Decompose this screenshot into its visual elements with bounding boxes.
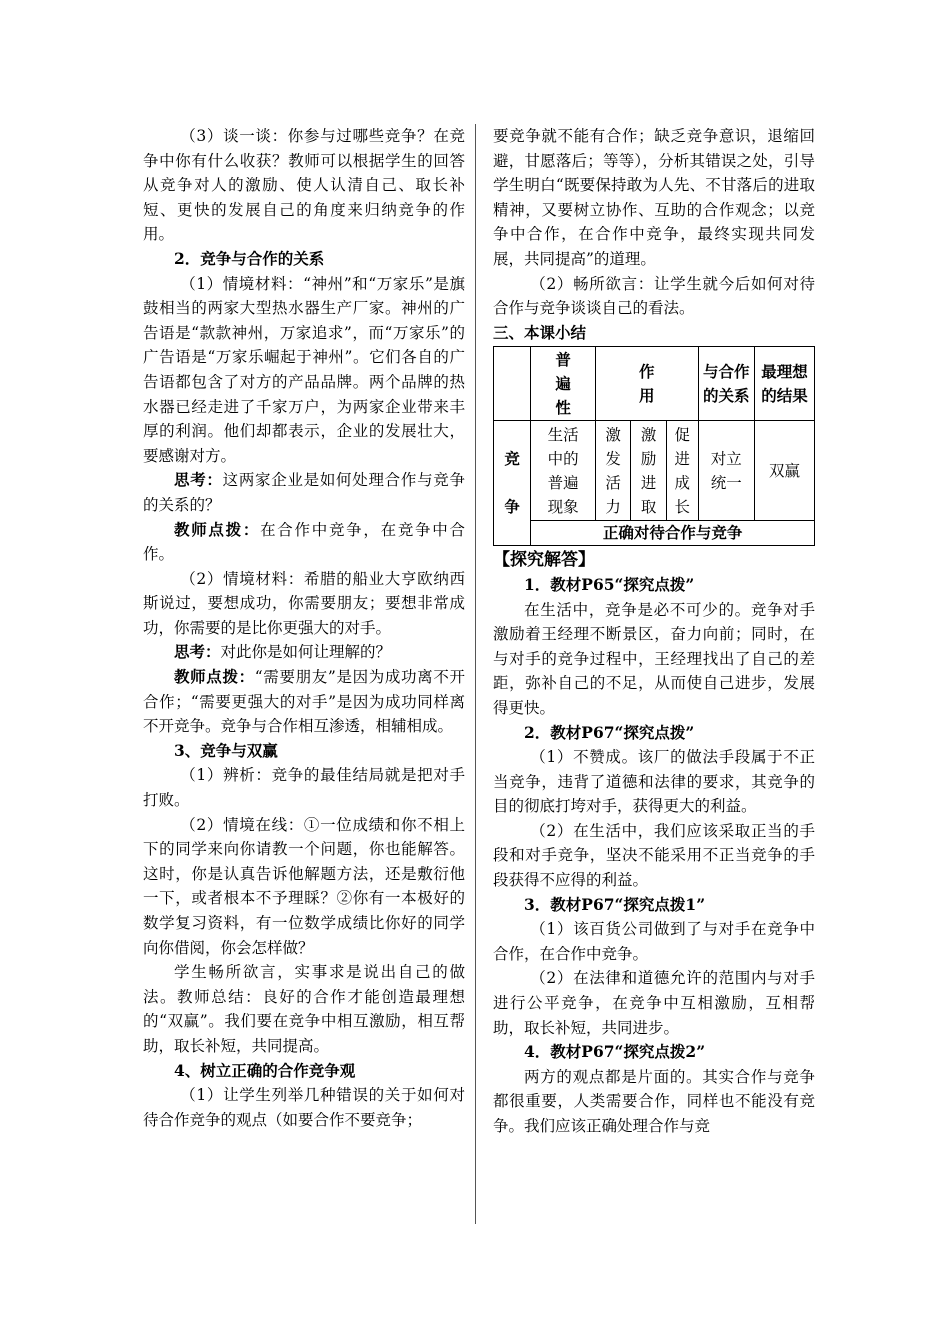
table-header-result: 最理想的结果 — [754, 347, 814, 421]
paragraph: （2）在生活中，我们应该采取正当的手段和对手竞争，坚决不能采用不正当竞争的手段获得不应得的利益。 — [493, 821, 815, 890]
right-column — [493, 124, 815, 1139]
teacher-tip-label: 教师点拨： — [174, 519, 261, 539]
paragraph: （2）在法律和道德允许的范围内与对手进行公平竞争，在竞争中互相激励，互相帮助，取长补短，共同进步。 — [493, 969, 815, 1037]
table-cell-role: 促进成长 — [666, 421, 698, 521]
answer-title: 4．教材P67“探究点拨2” — [524, 1042, 706, 1062]
section-heading: 3、竞争与双赢 — [174, 740, 278, 760]
section-heading: 三、本课小结 — [493, 322, 587, 342]
table-header-relation: 与合作的关系 — [698, 347, 754, 421]
answer-title: 3．教材P67“探究点拨1” — [524, 894, 706, 914]
table-corner — [494, 347, 531, 421]
answers-heading: 【探究解答】 — [493, 550, 595, 571]
think-label: 思考： — [174, 470, 223, 490]
table-footer: 正确对待合作与竞争 — [531, 521, 815, 546]
paragraph: （1）情境材料：“神州”和“万家乐”是旗鼓相当的两家大型热水器生产厂家。神州的广告语是“款款神州，万家追求”，而“万家乐”的广告语是“万家乐崛起于神州”。它们各自的广告语都包含了对方的产品品牌。两个品牌的热水器已经走进了千家万户，为两家企业带来丰厚的利润。他们却都表示，企业的发展壮大，要感谢对方。 — [143, 274, 465, 465]
think-label: 思考： — [174, 642, 221, 662]
paragraph: 思考：对此你是如何让理解的？ — [174, 642, 392, 662]
paragraph: 要竞争就不能有合作；缺乏竞争意识，退缩回避，甘愿落后；等等），分析其错误之处，引导学生明白“既要保持敢为人先、不甘落后的进取精神，又要树立协作、互助的合作观念；以竞争中合作，在合作中竞争，最终实现共同发展，共同提高”的道理。 — [493, 127, 815, 268]
answer-title: 2．教材P67“探究点拨” — [524, 722, 695, 742]
answer-title: 1．教材P65“探究点拨” — [524, 574, 695, 594]
paragraph: 思考：这两家企业是如何处理合作与竞争的关系的？ — [143, 470, 465, 514]
paragraph: 学生畅所欲言，实事求是说出自己的做法。教师总结：良好的合作才能创造最理想的“双赢”。我们要在竞争中相互激励，相互帮助，取长补短，共同提高。 — [143, 963, 465, 1055]
paragraph: （2）畅所欲言：让学生就今后如何对待合作与竞争谈谈自己的看法。 — [493, 274, 815, 318]
table-header-universal: 普遍性 — [531, 347, 595, 421]
paragraph: 在生活中，竞争是必不可少的。竞争对手激励着王经理不断景区，奋力向前；同时，在与对手的竞争过程中，王经理找出了自己的差距，弥补自己的不足，从而使自己进步，发展得更快。 — [493, 600, 815, 717]
paragraph: （1）让学生列举几种错误的关于如何对待合作竞争的观点（如要合作不要竞争； — [143, 1086, 465, 1129]
table-cell-universal: 生活中的普遍现象 — [531, 421, 595, 521]
paragraph: （1）辨析：竞争的最佳结局就是把对手打败。 — [143, 766, 465, 810]
table-cell-result: 双赢 — [754, 421, 814, 521]
teacher-tip-label: 教师点拨： — [174, 667, 255, 687]
table-row-label: 竞争 — [494, 421, 531, 546]
paragraph: 教师点拨：在合作中竞争，在竞争中合作。 — [143, 519, 465, 564]
paragraph: （1）该百货公司做到了与对手在竞争中合作，在合作中竞争。 — [493, 920, 815, 963]
table-cell-relation: 对立统一 — [698, 421, 754, 521]
table-cell-role: 激励进取 — [631, 421, 667, 521]
paragraph: 教师点拨：“需要朋友”是因为成功离不开合作；“需要更强大的对手”是因为成功同样离不开竞争。竞争与合作相互渗透，相辅相成。 — [143, 667, 465, 736]
summary-table — [493, 346, 815, 546]
paragraph: （1）不赞成。该厂的做法手段属于不正当竞争，违背了道德和法律的要求，其竞争的目的彻底打垮对手，获得更大的利益。 — [493, 748, 815, 816]
table-cell-role: 激发活力 — [595, 421, 631, 521]
left-column — [143, 124, 465, 1132]
paragraph: （2）情境在线：①一位成绩和你不相上下的同学来向你请教一个问题，你也能解答。这时，你是认真告诉他解题方法，还是敷衍他一下，或者根本不予理睬？②你有一本极好的数学复习资料，有一位数学成绩比你好的同学向你借阅，你会怎样做？ — [143, 815, 465, 957]
paragraph: （3）谈一谈：你参与过哪些竞争？在竞争中你有什么收获？教师可以根据学生的回答从竞争对人的激励、使人认清自己、取长补短、更快的发展自己的角度来归纳竞争的作用。 — [143, 127, 465, 244]
section-heading: 2．竞争与合作的关系 — [174, 248, 325, 268]
table-header-role: 作用 — [595, 347, 698, 421]
column-divider — [475, 124, 476, 1224]
paragraph: （2）情境材料：希腊的船业大亨欧纳西斯说过，要想成功，你需要朋友；要想非常成功，你需要的是比你更强大的对手。 — [143, 569, 465, 637]
section-heading: 4、树立正确的合作竞争观 — [174, 1060, 356, 1080]
paragraph: 两方的观点都是片面的。其实合作与竞争都很重要，人类需要合作，同样也不能没有竞争。我们应该正确处理合作与竞 — [493, 1067, 815, 1135]
